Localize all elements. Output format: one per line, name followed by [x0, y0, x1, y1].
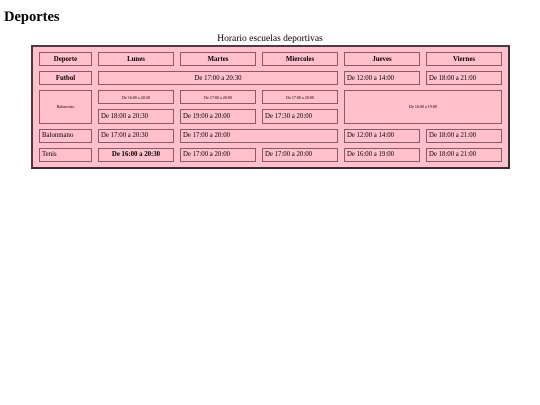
- table-caption: Horario escuelas deportivas: [217, 34, 323, 44]
- sport-cell-futbol: Futbol: [39, 71, 92, 85]
- schedule-cell-baloncesto-tue-b: De 19:00 a 20:00: [180, 109, 256, 123]
- header-cell-jueves: Jueves: [344, 52, 420, 66]
- schedule-cell-balonmano-fri: De 18:00 a 21:00: [426, 129, 502, 143]
- schedule-cell-baloncesto-mon-b: De 18:00 a 20:30: [98, 109, 174, 123]
- schedule-cell-baloncesto-wed-b: De 17:30 a 20:00: [262, 109, 338, 123]
- schedule-cell-tenis-mon: De 16:00 a 20:30: [98, 148, 174, 162]
- schedule-cell-tenis-wed: De 17:00 a 20:00: [262, 148, 338, 162]
- schedule-cell-baloncesto-wed-a: De 17:00 a 20:00: [262, 90, 338, 104]
- schedule-cell-tenis-tue: De 17:00 a 20:00: [180, 148, 256, 162]
- schedule-table: [31, 45, 510, 169]
- schedule-cell-balonmano-tue-wed: De 17:00 a 20:00: [180, 129, 338, 143]
- header-cell-miercoles: Miercoles: [262, 52, 338, 66]
- table-row-tenis: [39, 148, 502, 162]
- sport-cell-tenis: Tenis: [39, 148, 92, 162]
- header-cell-martes: Martes: [180, 52, 256, 66]
- sport-cell-balonmano: Balonmano: [39, 129, 92, 143]
- schedule-cell-tenis-thu: De 16:00 a 19:00: [344, 148, 420, 162]
- sport-cell-baloncesto: Baloncesto: [39, 90, 92, 123]
- schedule-cell-baloncesto-thu-fri: De 16:00 a 19:00: [344, 90, 502, 123]
- table-row-futbol: [39, 71, 502, 85]
- table-row-baloncesto-a: [39, 90, 502, 104]
- header-cell-viernes: Viernes: [426, 52, 502, 66]
- header-cell-deporte: Deporte: [39, 52, 92, 66]
- schedule-cell-futbol-mon-wed: De 17:00 a 20:30: [98, 71, 338, 85]
- schedule-cell-futbol-thu: De 12:00 a 14:00: [344, 71, 420, 85]
- schedule-cell-balonmano-thu: De 12:00 a 14:00: [344, 129, 420, 143]
- table-row-balonmano: [39, 129, 502, 143]
- header-row: [39, 52, 502, 66]
- schedule-cell-balonmano-mon: De 17:00 a 20:30: [98, 129, 174, 143]
- schedule-cell-baloncesto-mon-a: De 16:00 a 20:30: [98, 90, 174, 104]
- page-title: Deportes: [4, 9, 60, 25]
- schedule-cell-tenis-fri: De 18:00 a 21:00: [426, 148, 502, 162]
- header-cell-lunes: Lunes: [98, 52, 174, 66]
- schedule-cell-baloncesto-tue-a: De 17:00 a 20:00: [180, 90, 256, 104]
- schedule-cell-futbol-fri: De 18:00 a 21:00: [426, 71, 502, 85]
